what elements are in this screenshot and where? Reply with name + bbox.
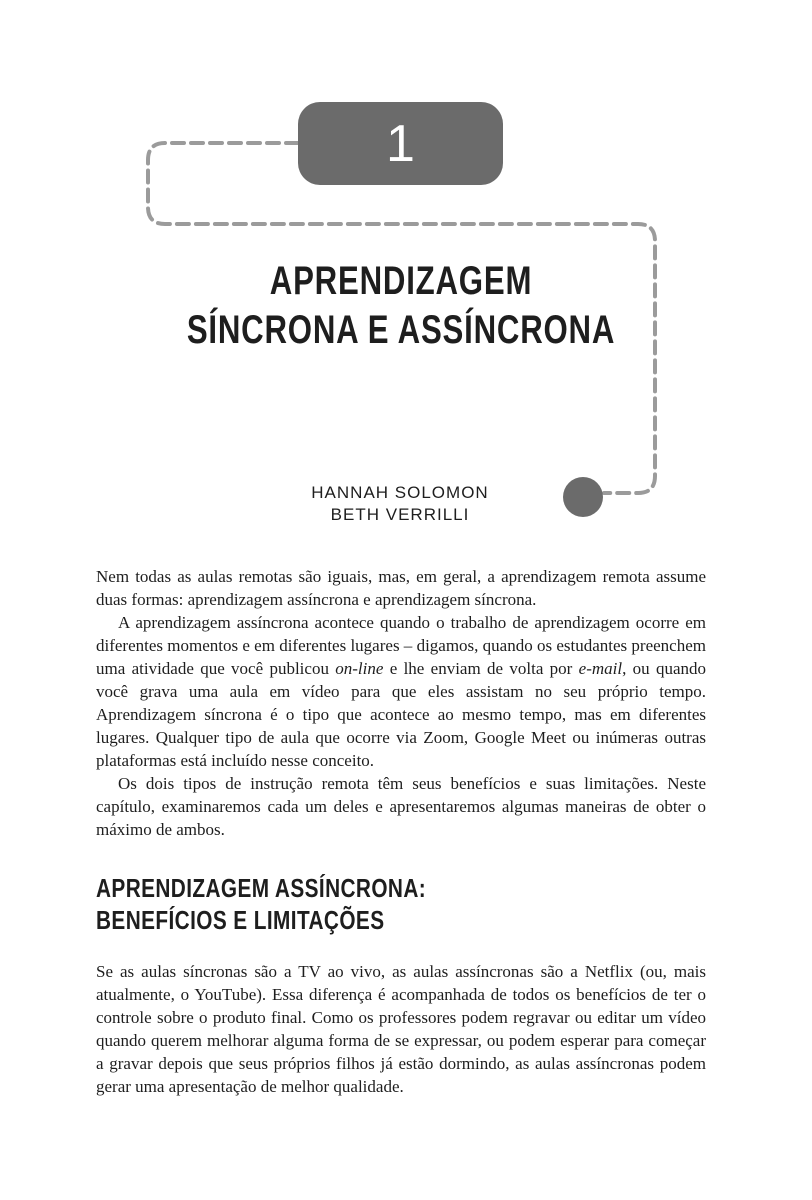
section-paragraph-1: Se as aulas síncronas são a TV ao vivo, as aulas assíncronas são a Netflix (ou, mais atualmente, o YouTube). Essa diferença é acompanhada de todos os benefícios de ter o controle sobre o produto final. Como os professores podem regravar ou editar um vídeo quando querem melhorar alguma forma de se expressar, ou podem esperar para começar a gravar depois que seus próprios filhos já estão dormindo, as aulas assíncronas podem gerar uma apresentação de melhor qualidade. (96, 962, 706, 1096)
intro-paragraph-3: Os dois tipos de instrução remota têm seus benefícios e suas limitações. Neste capítulo, examinaremos cada um deles e apresentaremos algumas maneiras de obter o máximo de ambos. (96, 774, 706, 839)
intro-paragraph-2: A aprendizagem assíncrona acontece quando o trabalho de aprendizagem ocorre em diferentes momentos e em diferentes lugares – digamos, quando os estudantes preenchem uma atividade que você publicou on-line e lhe enviam de volta por e-mail, ou quando você grava uma aula em vídeo para que eles assistam no seu próprio tempo. Aprendizagem síncrona é o tipo que acontece ao mesmo tempo, mas em diferentes lugares. Qualquer tipo de aula que ocorre via Zoom, Google Meet ou inúmeras outras plataformas está incluído nesse conceito. (96, 613, 707, 770)
chapter-title-line-2: SÍNCRONA E ASSÍNCRONA (186, 308, 616, 352)
chapter-title-line-1: APRENDIZAGEM (269, 259, 533, 303)
section-heading (96, 872, 596, 936)
term-online: on-line (335, 659, 384, 678)
intro-text (96, 565, 706, 841)
author-name: BETH VERRILLI (330, 505, 470, 524)
section-heading-line-1: APRENDIZAGEM ASSÍNCRONA: (96, 873, 427, 903)
author-name: HANNAH SOLOMON (311, 483, 489, 502)
section-heading-line-2: BENEFÍCIOS E LIMITAÇÕES (96, 905, 385, 935)
end-dot-icon (563, 477, 603, 517)
term-email: e-mail (578, 659, 623, 678)
chapter-number-badge (298, 102, 503, 185)
chapter-title (0, 257, 802, 355)
section-text (96, 960, 706, 1098)
author-list (290, 482, 510, 526)
intro-paragraph-1: Nem todas as aulas remotas são iguais, mas, em geral, a aprendizagem remota assume duas formas: aprendizagem assíncrona e aprendizagem síncrona. (96, 567, 706, 609)
chapter-number: 1 (386, 114, 415, 173)
